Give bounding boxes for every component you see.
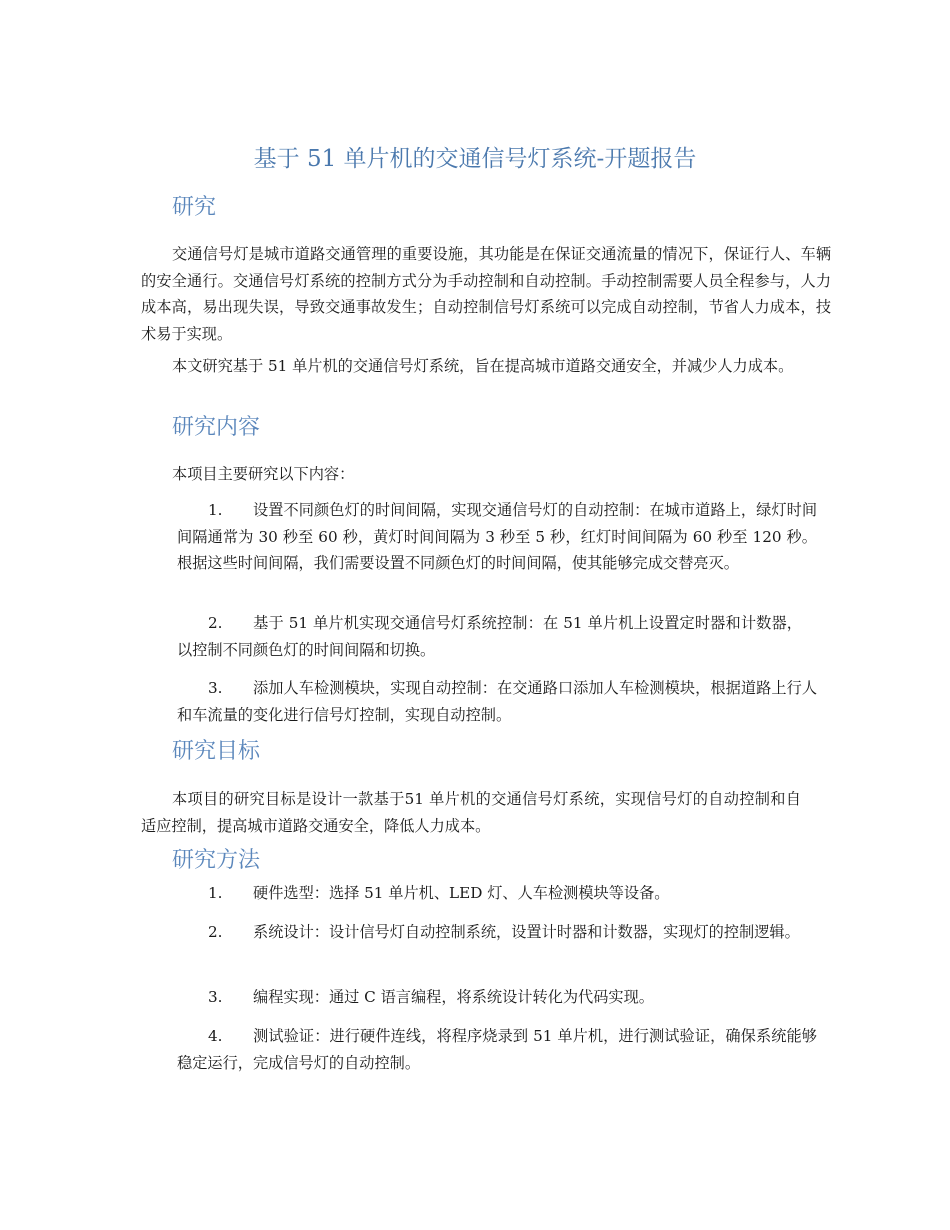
method-list-item	[177, 1023, 817, 1076]
list-item-number: 4.	[208, 1027, 223, 1045]
list-item-text: 添加人车检测模块，实现自动控制：在交通路口添加人车检测模块，根据道路上行人和车流量的变化进行信号灯控制，实现自动控制。	[177, 679, 817, 724]
section-heading-research: 研究	[172, 195, 217, 220]
method-list-item	[177, 984, 817, 1011]
list-item-text: 设置不同颜色灯的时间间隔，实现交通信号灯的自动控制：在城市道路上，绿灯时间间隔通常为 30 秒至 60 秒，黄灯时间间隔为 3 秒至 5 秒，红灯时间间隔为 60 秒至 120 秒。根据这些时间间隔，我们需要设置不同颜色灯的时间间隔，使其能够完成交替亮灭。	[177, 501, 817, 572]
document-title: 基于 51 单片机的交通信号灯系统-开题报告	[253, 146, 697, 172]
paragraph-background-2: 本文研究基于 51 单片机的交通信号灯系统，旨在提高城市道路交通安全，并减少人力成本。	[172, 357, 794, 375]
content-list-item	[177, 497, 817, 577]
list-item-number: 2.	[208, 614, 223, 632]
list-item-text: 测试验证：进行硬件连线，将程序烧录到 51 单片机，进行测试验证，确保系统能够稳定运行，完成信号灯的自动控制。	[177, 1027, 817, 1072]
list-item-text: 基于 51 单片机实现交通信号灯系统控制：在 51 单片机上设置定时器和计数器，以控制不同颜色灯的时间间隔和切换。	[177, 614, 802, 659]
list-item-number: 3.	[208, 988, 223, 1006]
section-heading-content: 研究内容	[172, 415, 261, 440]
method-list-item	[177, 919, 817, 946]
list-item-text: 硬件选型：选择 51 单片机、LED 灯、人车检测模块等设备。	[253, 884, 670, 902]
paragraph-background-1: 交通信号灯是城市道路交通管理的重要设施，其功能是在保证交通流量的情况下，保证行人、车辆的安全通行。交通信号灯系统的控制方式分为手动控制和自动控制。手动控制需要人员全程参与，人力成本高，易出现失误，导致交通事故发生；自动控制信号灯系统可以完成自动控制，节省人力成本，技术易于实现。	[141, 245, 831, 343]
list-item-number: 2.	[208, 923, 223, 941]
content-intro: 本项目主要研究以下内容：	[172, 465, 355, 483]
method-list-item	[177, 880, 817, 907]
paragraph-goal: 本项目的研究目标是设计一款基于51 单片机的交通信号灯系统，实现信号灯的自动控制和自适应控制，提高城市道路交通安全，降低人力成本。	[141, 790, 801, 835]
list-item-number: 3.	[208, 679, 223, 697]
list-item-text: 编程实现：通过 C 语言编程，将系统设计转化为代码实现。	[253, 988, 654, 1006]
list-item-number: 1.	[208, 884, 223, 902]
list-item-text: 系统设计：设计信号灯自动控制系统，设置计时器和计数器，实现灯的控制逻辑。	[253, 923, 800, 941]
section-heading-goal: 研究目标	[172, 739, 261, 764]
section-heading-method: 研究方法	[172, 848, 261, 873]
content-list-item	[177, 675, 817, 728]
content-list-item	[177, 610, 802, 663]
list-item-number: 1.	[208, 501, 223, 519]
